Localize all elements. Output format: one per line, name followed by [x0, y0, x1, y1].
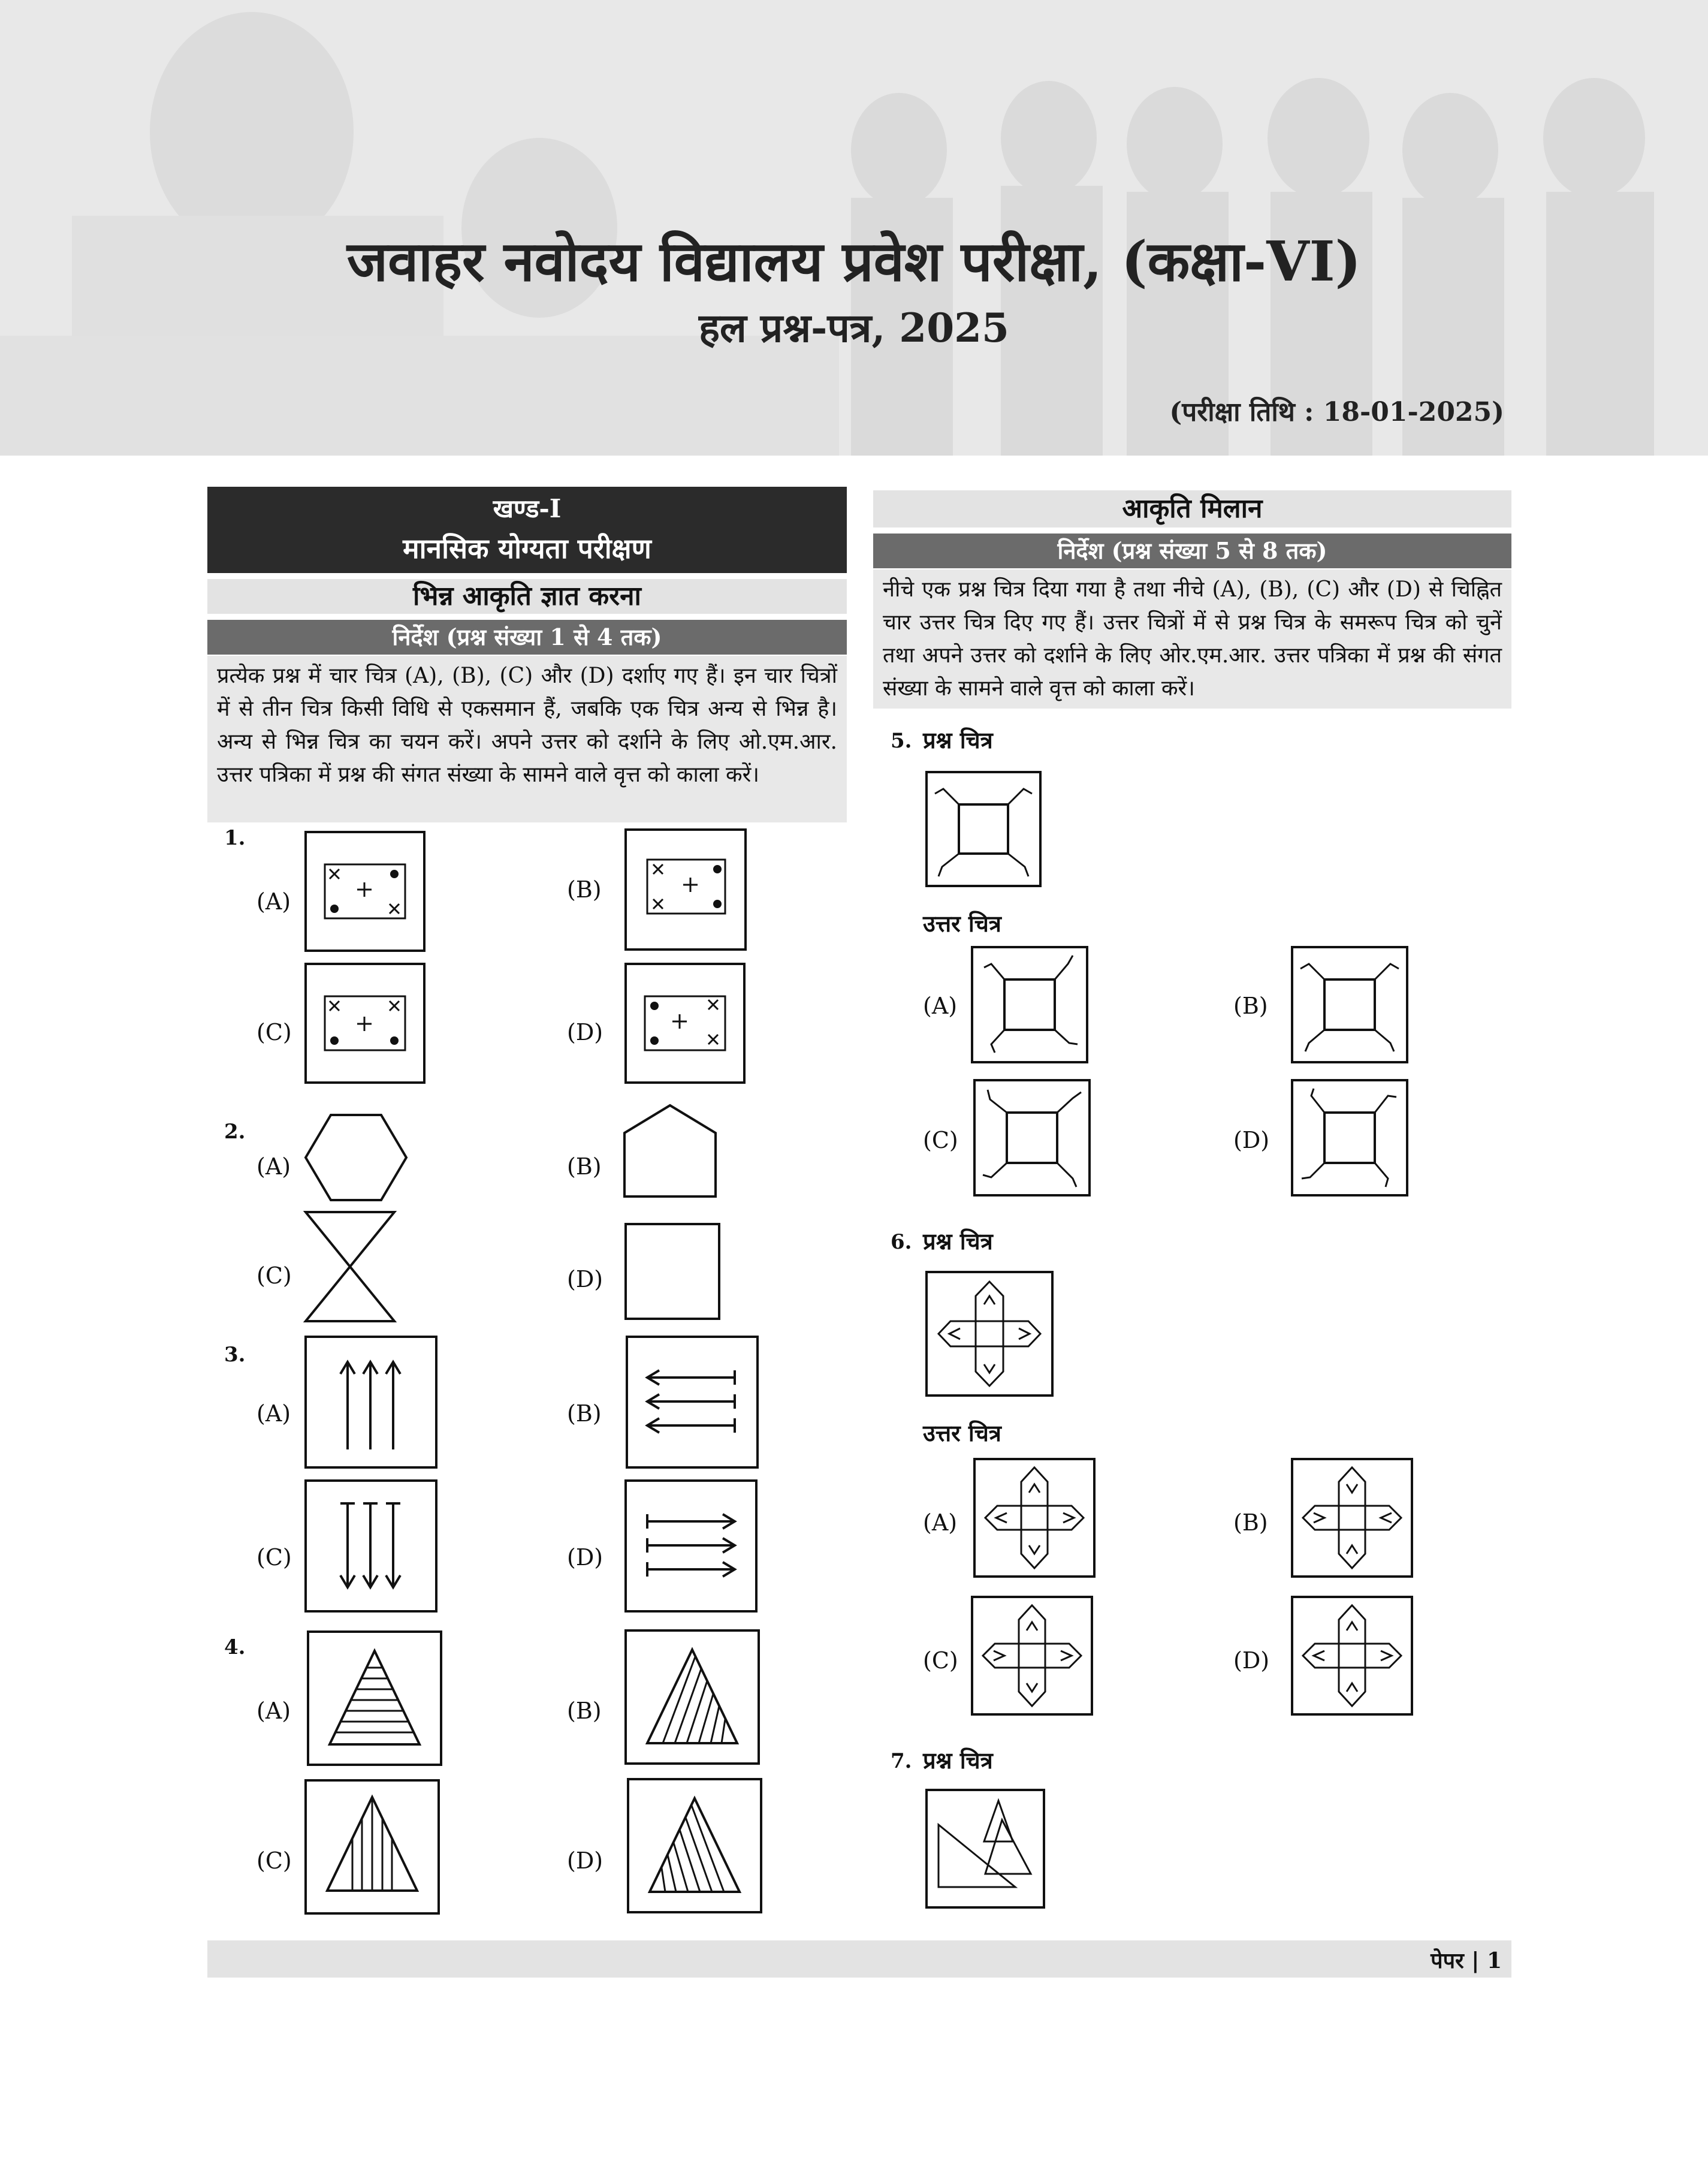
page-subtitle: हल प्रश्न-पत्र, 2025 [699, 305, 1009, 351]
q6-option-a-figure [973, 1458, 1096, 1578]
option-label: (A) [256, 888, 291, 915]
question-number: 1. [224, 826, 246, 850]
right-topic: आकृति मिलान [873, 490, 1511, 528]
option-label: (A) [256, 1698, 291, 1724]
q6-question-figure [925, 1271, 1054, 1397]
option-label: (C) [256, 1019, 292, 1045]
option-label: (C) [923, 1127, 958, 1153]
right-direction-title: निर्देश (प्रश्न संख्या 5 से 8 तक) [873, 534, 1511, 568]
q5-option-a-figure [971, 946, 1088, 1063]
exam-date: (परीक्षा तिथि : 18-01-2025) [1169, 397, 1504, 427]
q4-option-b-triangle [624, 1629, 760, 1765]
q1-option-d-figure [624, 963, 746, 1084]
question-number: 7. [891, 1749, 912, 1773]
q4-option-c-triangle [304, 1779, 440, 1915]
question-figure-label: प्रश्न चित्र [923, 1228, 993, 1255]
q1-option-c-figure [304, 963, 426, 1084]
option-label: (C) [256, 1262, 292, 1289]
page-footer [207, 1940, 1511, 1978]
question-number: 6. [891, 1230, 912, 1254]
option-label: (C) [256, 1847, 292, 1874]
left-direction-title: निर्देश (प्रश्न संख्या 1 से 4 तक) [207, 620, 847, 655]
question-number: 3. [224, 1343, 246, 1367]
question-figure-label: प्रश्न चित्र [923, 1747, 993, 1774]
option-label: (C) [923, 1647, 958, 1674]
section-header [207, 487, 847, 573]
left-direction-text: प्रत्येक प्रश्न में चार चित्र (A), (B), (C) और (D) दर्शाए गए हैं। इन चार चित्रों में से तीन चित्र किसी विधि से एकसमान हैं, जबकि एक चित्र अन्य से भिन्न है। अन्य से भिन्न चित्र का चयन करें। अपने उत्तर को दर्शाने के लिए ओ.एम.आर. उत्तर पत्रिका में प्रश्न की संगत संख्या के सामने वाले वृत्त को काला करें। [207, 656, 847, 822]
question-number: 4. [224, 1635, 246, 1659]
q1-option-b-figure [624, 828, 747, 951]
section-label: खण्ड-I [493, 494, 562, 523]
q2-option-b-pentagon [622, 1103, 718, 1199]
q4-option-a-triangle [307, 1630, 442, 1766]
q5-option-b-figure [1291, 946, 1408, 1063]
q3-option-c-arrows-down [304, 1479, 437, 1613]
q6-option-c-figure [971, 1596, 1093, 1716]
option-label: (A) [923, 1509, 958, 1536]
q3-option-a-arrows-up [304, 1336, 437, 1469]
q2-option-d-square [624, 1223, 720, 1320]
option-label: (B) [567, 1153, 602, 1180]
option-label: (A) [923, 993, 958, 1019]
answer-figures-label: उत्तर चित्र [923, 910, 1001, 937]
q6-option-d-figure [1291, 1596, 1413, 1716]
question-figure-label: प्रश्न चित्र [923, 727, 993, 754]
q3-option-d-arrows-right [624, 1479, 758, 1613]
q3-option-b-arrows-left [626, 1336, 759, 1469]
q7-question-figure [925, 1789, 1045, 1909]
section-title: मानसिक योग्यता परीक्षण [403, 532, 651, 565]
q4-option-d-triangle [627, 1778, 762, 1913]
option-label: (B) [567, 1400, 602, 1427]
option-label: (B) [1233, 1509, 1268, 1536]
header-banner [0, 0, 1708, 456]
question-number: 2. [224, 1120, 246, 1144]
page-title: जवाहर नवोदय विद्यालय प्रवेश परीक्षा, (कक्षा-VI) [346, 229, 1362, 294]
option-label: (C) [256, 1544, 292, 1571]
option-label: (B) [567, 1698, 602, 1724]
q5-question-figure [925, 771, 1042, 887]
right-direction-text: नीचे एक प्रश्न चित्र दिया गया है तथा नीचे (A), (B), (C) और (D) से चिह्नित चार उत्तर चित्र दिए गए हैं। उत्तर चित्रों में से प्रश्न चित्र के समरूप चित्र को चुनें तथा अपने उत्तर को दर्शाने के लिए ओर.एम.आर. उत्तर पत्रिका में प्रश्न की संगत संख्या के सामने वाले वृत्त को काला करें। [873, 569, 1511, 709]
option-label: (B) [1233, 993, 1268, 1019]
option-label: (B) [567, 876, 602, 903]
left-topic: भिन्न आकृति ज्ञात करना [207, 579, 847, 614]
q2-option-c-hourglass [303, 1210, 397, 1324]
question-number: 5. [891, 729, 912, 753]
q2-option-a-hexagon [303, 1113, 409, 1202]
option-label: (D) [567, 1847, 603, 1874]
q6-option-b-figure [1291, 1458, 1413, 1578]
option-label: (D) [567, 1544, 603, 1571]
option-label: (A) [256, 1153, 291, 1180]
option-label: (D) [567, 1019, 603, 1045]
q1-option-a-figure [304, 831, 426, 952]
option-label: (D) [567, 1266, 603, 1292]
q5-option-c-figure [973, 1079, 1091, 1196]
q5-option-d-figure [1291, 1079, 1408, 1196]
page-number: पेपर | 1 [1431, 1948, 1502, 1973]
option-label: (D) [1233, 1127, 1270, 1153]
option-label: (D) [1233, 1647, 1270, 1674]
option-label: (A) [256, 1400, 291, 1427]
answer-figures-label: उत्तर चित्र [923, 1419, 1001, 1446]
